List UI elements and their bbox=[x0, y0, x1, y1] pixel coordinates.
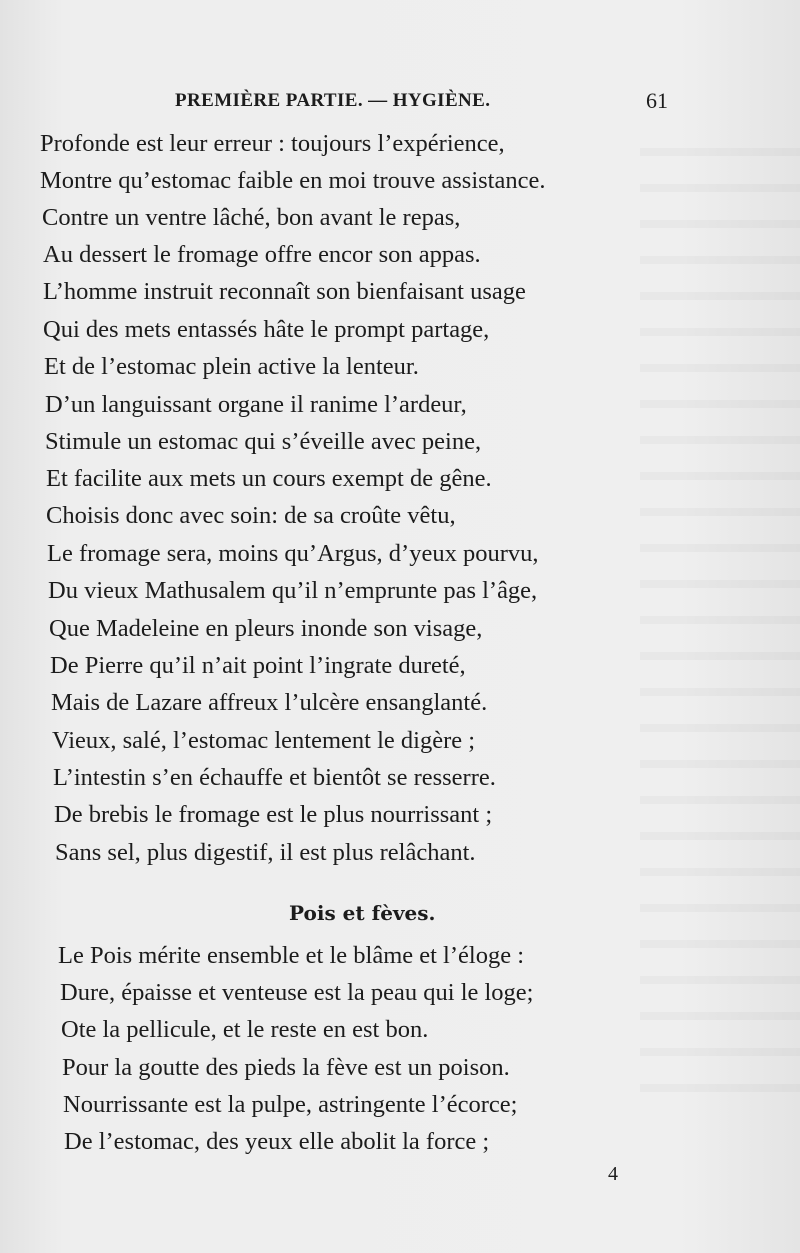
running-title: PREMIÈRE PARTIE. — HYGIÈNE. bbox=[175, 90, 491, 111]
verse-line: De l’estomac, des yeux elle abolit la force ; bbox=[64, 1128, 490, 1155]
verse-line: Et facilite aux mets un cours exempt de gêne. bbox=[46, 465, 492, 492]
verse-line: De brebis le fromage est le plus nourrissant ; bbox=[54, 801, 493, 828]
section-title: Pois et fèves. bbox=[289, 901, 436, 925]
verse-line: Vieux, salé, l’estomac lentement le digère ; bbox=[52, 727, 476, 754]
verse-line: Mais de Lazare affreux l’ulcère ensanglanté. bbox=[51, 689, 488, 716]
verse-line: Nourrissante est la pulpe, astringente l’écorce; bbox=[63, 1091, 518, 1118]
verse-line: Contre un ventre lâché, bon avant le repas, bbox=[42, 204, 461, 231]
verse-line: Profonde est leur erreur : toujours l’expérience, bbox=[40, 130, 505, 157]
verse-line: Du vieux Mathusalem qu’il n’emprunte pas l’âge, bbox=[48, 577, 538, 604]
signature-mark: 4 bbox=[608, 1163, 618, 1185]
verse-line: Et de l’estomac plein active la lenteur. bbox=[44, 353, 419, 380]
verse-line: Le fromage sera, moins qu’Argus, d’yeux pourvu, bbox=[47, 540, 539, 567]
verse-line: Choisis donc avec soin: de sa croûte vêtu, bbox=[46, 502, 456, 529]
verse-line: L’homme instruit reconnaît son bienfaisant usage bbox=[43, 278, 526, 305]
verse-line: Que Madeleine en pleurs inonde son visage, bbox=[49, 615, 483, 642]
verse-line: L’intestin s’en échauffe et bientôt se resserre. bbox=[53, 764, 496, 791]
page-number: 61 bbox=[646, 88, 668, 113]
verse-line: Le Pois mérite ensemble et le blâme et l’éloge : bbox=[58, 942, 525, 969]
verse-line: Dure, épaisse et venteuse est la peau qui le loge; bbox=[60, 979, 534, 1006]
page-header bbox=[0, 86, 800, 116]
verse-line: Stimule un estomac qui s’éveille avec peine, bbox=[45, 428, 482, 455]
verse-line: Au dessert le fromage offre encor son appas. bbox=[43, 241, 481, 268]
verse-line: Pour la goutte des pieds la fève est un poison. bbox=[62, 1054, 510, 1081]
verse-line: De Pierre qu’il n’ait point l’ingrate dureté, bbox=[50, 652, 466, 679]
verse-line: Sans sel, plus digestif, il est plus relâchant. bbox=[55, 839, 476, 866]
verse-line: Montre qu’estomac faible en moi trouve assistance. bbox=[40, 167, 546, 194]
verse-line: Qui des mets entassés hâte le prompt partage, bbox=[43, 316, 490, 343]
verse-line: D’un languissant organe il ranime l’ardeur, bbox=[45, 391, 467, 418]
verse-line: Ote la pellicule, et le reste en est bon. bbox=[61, 1016, 429, 1043]
show-through-text bbox=[640, 120, 800, 1120]
